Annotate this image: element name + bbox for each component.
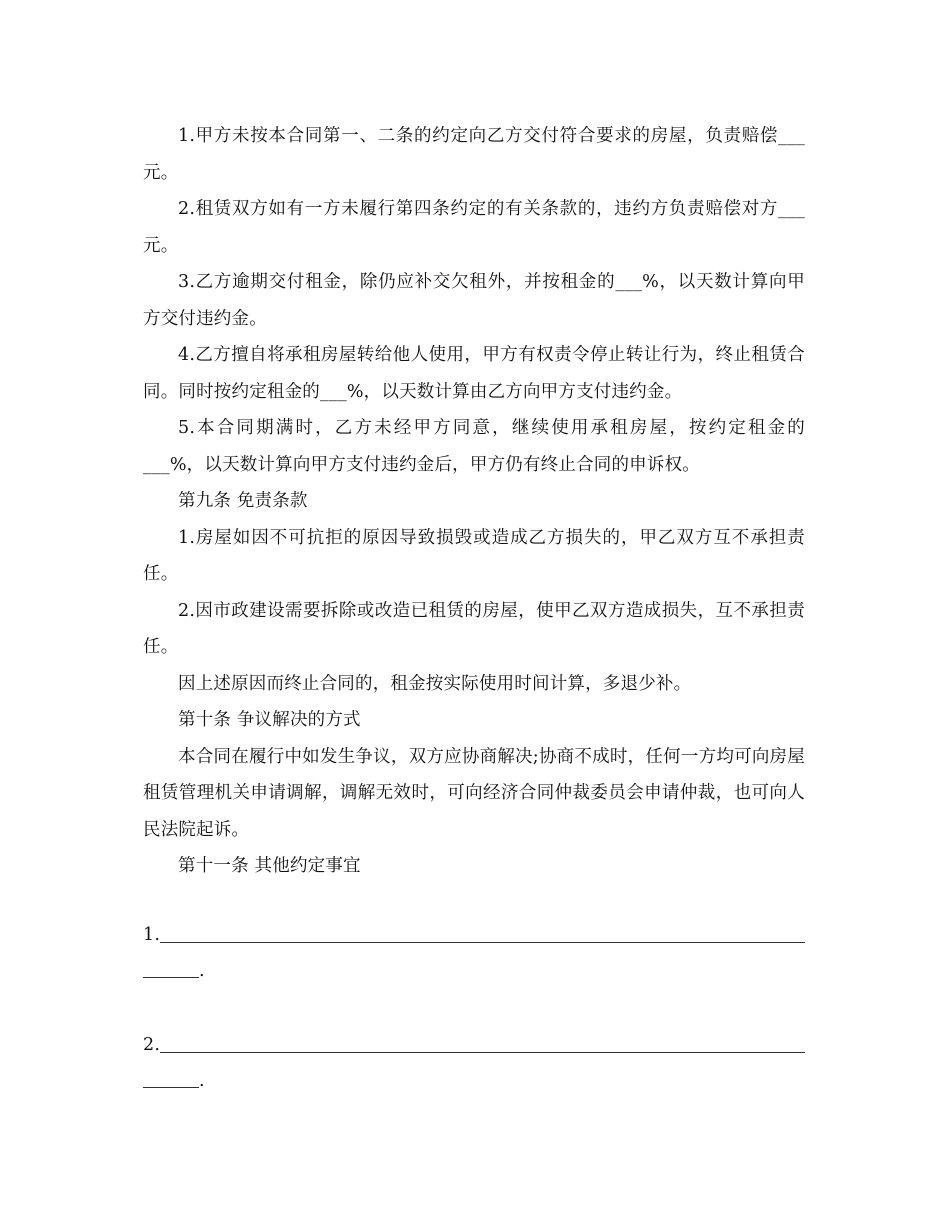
blank-item-number: 2. [143, 1034, 161, 1055]
clause-paragraph: 因上述原因而终止合同的，租金按实际使用时间计算，多退少补。 [178, 673, 692, 694]
clause-paragraph: 1.房屋如因不可抗拒的原因导致损毁或造成乙方损失的，甲乙双方互不承担责任。 [143, 527, 805, 584]
article-11-heading: 第十一条 其他约定事宜 [178, 856, 361, 876]
blank-item-number: 1. [143, 924, 161, 945]
clause-paragraph: 4.乙方擅自将承租房屋转给他人使用，甲方有权责令停止转让行为，终止租赁合同。同时按约定租金的___%，以天数计算由乙方向甲方支付违约金。 [143, 345, 805, 402]
clause-paragraph: 2.因市政建设需要拆除或改造已租赁的房屋，使甲乙双方造成损失，互不承担责任。 [143, 600, 805, 657]
blank-item [143, 1027, 805, 1099]
clause-paragraph: 1.甲方未按本合同第一、二条的约定向乙方交付符合要求的房屋，负责赔偿___元。 [143, 126, 805, 183]
document-body [143, 118, 805, 1099]
article-9-heading: 第九条 免责条款 [178, 491, 308, 511]
fill-in-line [160, 942, 805, 943]
clause-paragraph: 本合同在履行中如发生争议，双方应协商解决;协商不成时，任何一方均可向房屋租赁管理机关申请调解，调解无效时，可向经济合同仲裁委员会申请仲裁，也可向人民法院起诉。 [143, 746, 805, 840]
fill-in-line [143, 977, 199, 978]
fill-in-line [143, 1087, 199, 1088]
clause-paragraph: 3.乙方逾期交付租金，除仍应补交欠租外，并按租金的___%，以天数计算向甲方交付违约金。 [143, 272, 805, 329]
fill-in-line [160, 1052, 805, 1053]
clause-paragraph: 2.租赁双方如有一方未履行第四条约定的有关条款的，违约方负责赔偿对方___元。 [143, 199, 805, 256]
blank-item-end: . [199, 1070, 205, 1091]
article-10-heading: 第十条 争议解决的方式 [178, 710, 361, 730]
blank-item [143, 917, 805, 989]
clause-paragraph: 5.本合同期满时，乙方未经甲方同意，继续使用承租房屋，按约定租金的___%，以天数计算向甲方支付违约金后，甲方仍有终止合同的申诉权。 [143, 418, 805, 475]
blank-item-end: . [199, 960, 205, 981]
